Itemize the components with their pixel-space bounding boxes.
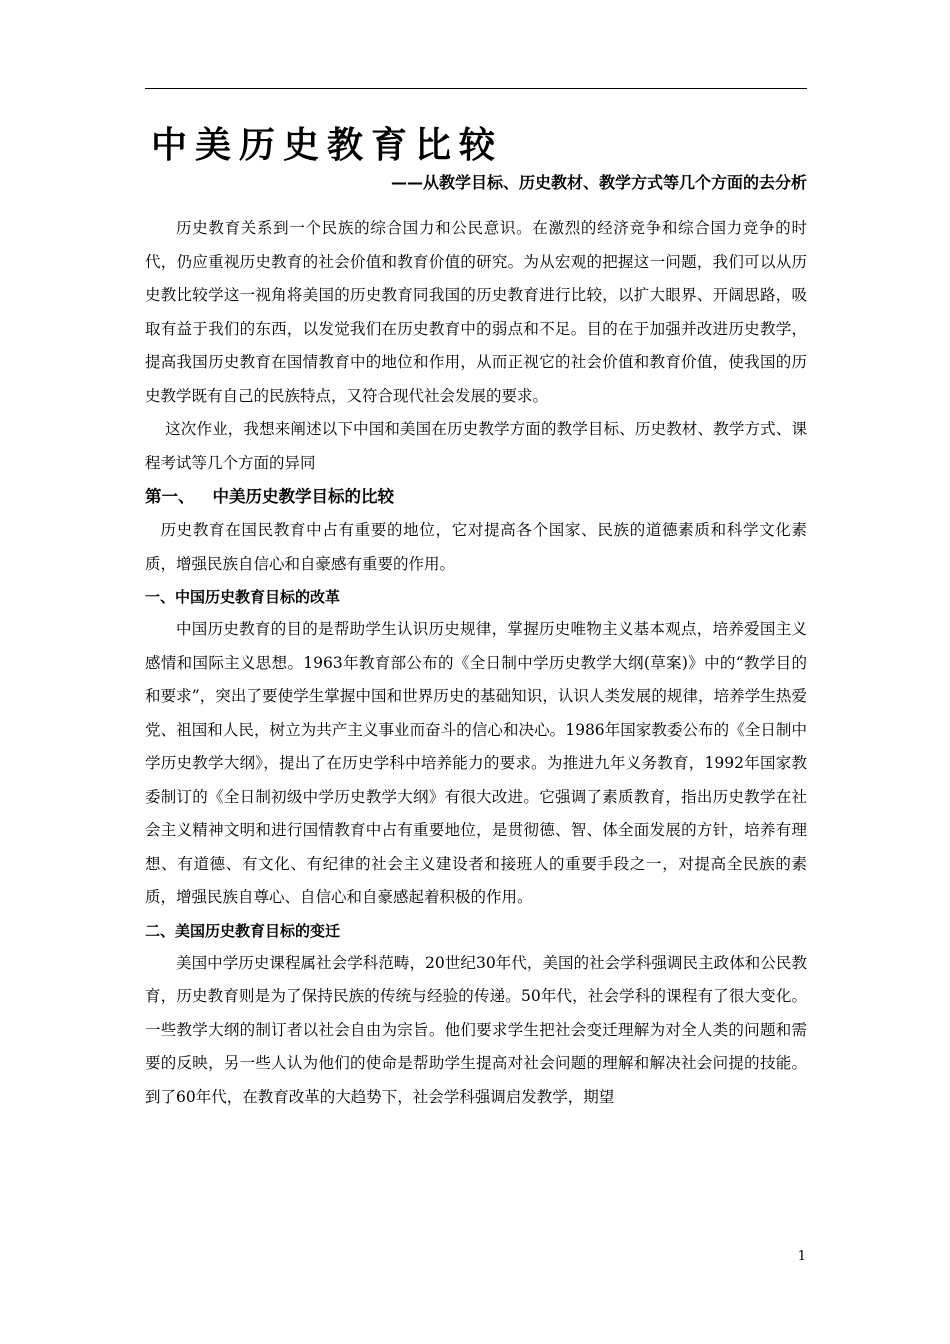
section-heading <box>145 480 807 514</box>
subsection-paragraph: 美国中学历史课程属社会学科范畴，20世纪30年代，美国的社会学科强调民主政体和公民教育，历史教育则是为了保持民族的传统与经验的传递。50年代，社会学科的课程有了很大变化。一些教学大纲的制订者以社会自由为宗旨。他们要求学生把社会变迁理解为对全人类的问题和需要的反映，另一些人认为他们的使命是帮助学生提高对社会问题的理解和解决社会问提的技能。到了60年代，在教育改革的大趋势下，社会学科强调启发教学，期望 <box>145 953 807 1106</box>
intro-paragraph: 这次作业，我想来阐述以下中国和美国在历史教学方面的教学目标、历史教材、教学方式、课程考试等几个方面的异同 <box>145 420 807 472</box>
document-title: 中美历史教育比较 <box>151 124 504 166</box>
subsection-paragraph: 中国历史教育的目的是帮助学生认识历史规律，掌握历史唯物主义基本观点，培养爱国主义感情和国际主义思想。1963年教育部公布的《全日制中学历史教学大纲(草案)》中的“教学目的和要求”，突出了要使学生掌握中国和世界历史的基础知识，认识人类发展的规律，培养学生热爱党、祖国和人民，树立为共产主义事业而奋斗的信心和决心。1986年国家教委公布的《全日制中学历史教学大纲》，提出了在历史学科中培养能力的要求。为推进九年义务教育，1992年国家教委制订的《全日制初级中学历史教学大纲》有很大改进。它强调了素质教育，指出历史教学在社会主义精神文明和进行国情教育中占有重要地位，是贯彻德、智、体全面发展的方针，培养有理想、有道德、有文化、有纪律的社会主义建设者和接班人的重要手段之一，对提高全民族的素质，增强民族自尊心、自信心和自豪感起着积极的作用。 <box>145 620 807 906</box>
intro-paragraph: 历史教育关系到一个民族的综合国力和公民意识。在激烈的经济竞争和综合国力竞争的时代，仍应重视历史教育的社会价值和教育价值的研究。为从宏观的把握这一问题，我们可以从历史教比较学这一视角将美国的历史教育同我国的历史教育进行比较，以扩大眼界、开阔思路，吸取有益于我们的东西，以发觉我们在历史教育中的弱点和不足。目的在于加强并改进历史教学，提高我国历史教育在国情教育中的地位和作用，从而正视它的社会价值和教育价值，使我国的历史教学既有自己的民族特点，又符合现代社会发展的要求。 <box>145 219 807 405</box>
document-subtitle: ——从教学目标、历史教材、教学方式等几个方面的去分析 <box>390 173 807 192</box>
section-heading-text: 中美历史教学目标的比较 <box>212 487 394 506</box>
subsection-heading: 一、中国历史教育目标的改革 <box>145 588 341 606</box>
subsection-heading: 二、美国历史教育目标的变迁 <box>145 921 341 940</box>
section-number: 第一、 <box>145 487 195 506</box>
document-body <box>145 120 807 1114</box>
page-number: 1 <box>797 1249 806 1264</box>
section-intro-paragraph: 历史教育在国民教育中占有重要的地位，它对提高各个国家、民族的道德素质和科学文化素质，增强民族自信心和自豪感有重要的作用。 <box>145 521 807 573</box>
header-rule <box>145 88 807 89</box>
